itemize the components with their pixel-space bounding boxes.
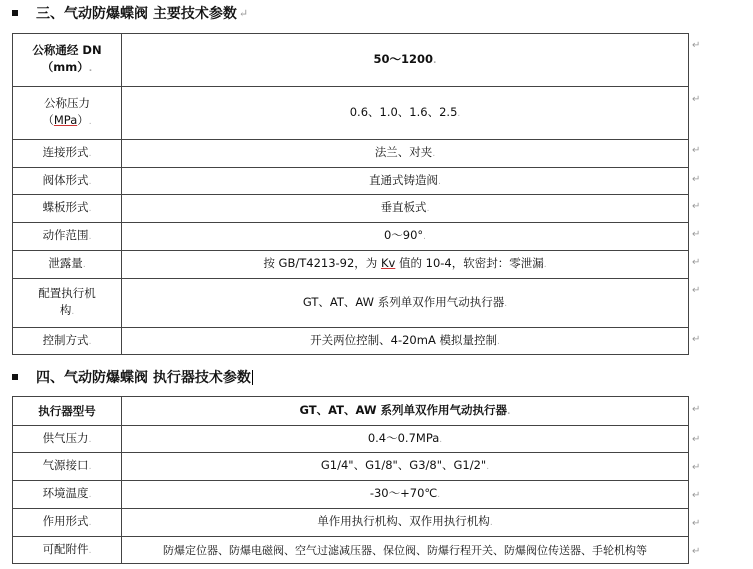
key-text: 配置执行机 — [38, 286, 96, 300]
key-text: 作用形式 — [42, 514, 89, 528]
main-params-table — [12, 33, 689, 355]
value-text: 垂直板式 — [380, 200, 427, 214]
table-cell-key[interactable]: 可配附件. — [13, 537, 122, 564]
table-row — [13, 34, 689, 87]
table-cell-key[interactable]: 公称通经 DN （mm）. — [13, 34, 122, 87]
row-end-mark-icon: ↵ — [692, 334, 701, 345]
value-text: 0.4～0.7MPa — [367, 430, 440, 445]
table-cell-value[interactable]: 直通式铸造阀. — [122, 168, 689, 195]
table-cell-key[interactable]: 环境温度. — [13, 481, 122, 509]
row-end-mark-icon: ↵ — [692, 490, 701, 501]
value-text: 0.6、1.0、1.6、2.5 — [349, 104, 458, 119]
table-cell-value[interactable]: 垂直板式. — [122, 195, 689, 223]
table-row — [13, 87, 689, 140]
table-row — [13, 328, 689, 355]
row-end-mark-icon: ↵ — [692, 145, 701, 156]
table-cell-key[interactable]: 气源接口. — [13, 453, 122, 481]
table-cell-key[interactable]: 控制方式. — [13, 328, 122, 355]
row-end-mark-icon: ↵ — [692, 201, 701, 212]
row-end-mark-icon: ↵ — [692, 434, 701, 445]
key-text: 可配附件 — [42, 541, 89, 556]
table-row — [13, 251, 689, 279]
key-text: 构 — [59, 303, 72, 317]
key-text: 阀体形式 — [42, 172, 89, 187]
text-cursor — [252, 370, 253, 385]
table-row — [13, 223, 689, 251]
bullet-icon — [12, 374, 18, 380]
value-text: 按 GB/T4213-92，为 — [263, 256, 381, 270]
actuator-params-table — [12, 396, 689, 564]
key-text: MPa — [53, 113, 78, 127]
table-cell-value[interactable]: 0～90°. — [122, 223, 689, 251]
value-text: 法兰、对夹 — [374, 145, 433, 159]
row-end-mark-icon: ↵ — [692, 94, 701, 105]
bullet-icon — [12, 10, 18, 16]
key-text: 蝶板形式 — [42, 200, 89, 214]
row-end-mark-icon: ↵ — [692, 462, 701, 473]
key-text: 控制方式 — [42, 332, 89, 347]
value-text: 值的 10-4，软密封：零泄漏 — [395, 256, 544, 270]
key-text: （ — [42, 113, 54, 127]
value-text: 开关两位控制、4-20mA 模拟量控制 — [310, 332, 497, 347]
table-cell-value[interactable]: 0.4～0.7MPa. — [122, 426, 689, 453]
table-row — [13, 537, 689, 564]
table-cell-value[interactable]: 50～1200. — [122, 34, 689, 87]
row-end-mark-icon: ↵ — [692, 40, 701, 51]
table-cell-value[interactable]: 按 GB/T4213-92，为 Kv 值的 10-4，软密封：零泄漏. — [122, 251, 689, 279]
table-cell-key[interactable]: 阀体形式. — [13, 168, 122, 195]
row-end-mark-icon: ↵ — [692, 174, 701, 185]
key-text: ） — [77, 113, 89, 127]
value-text: 0～90° — [383, 228, 424, 242]
section-4-heading — [12, 366, 253, 388]
section-3-title: 三、气动防爆蝶阀 主要技术参数 — [36, 6, 237, 22]
key-text: （mm） — [41, 60, 89, 74]
table-cell-key[interactable]: 供气压力. — [13, 426, 122, 453]
table-row — [13, 140, 689, 168]
table-cell-key[interactable]: 连接形式. — [13, 140, 122, 168]
row-end-mark-icon: ↵ — [692, 546, 701, 557]
table-cell-value[interactable] — [122, 537, 689, 564]
table-row — [13, 279, 689, 328]
row-end-mark-icon: ↵ — [692, 285, 701, 296]
key-text: 泄露量 — [48, 256, 83, 270]
table-row — [13, 481, 689, 509]
table-header-row — [13, 397, 689, 426]
table-cell-value[interactable]: GT、AT、AW 系列单双作用气动执行器. — [122, 397, 689, 426]
value-text: GT、AT、AW 系列单双作用气动执行器 — [302, 294, 505, 309]
row-end-mark-icon: ↵ — [692, 404, 701, 415]
key-text: 动作范围 — [42, 228, 89, 242]
table-cell-value[interactable]: 法兰、对夹. — [122, 140, 689, 168]
table-cell-key[interactable]: 蝶板形式. — [13, 195, 122, 223]
section-4-title: 四、气动防爆蝶阀 执行器技术参数 — [36, 370, 251, 386]
table-row — [13, 509, 689, 537]
key-text: 气源接口 — [42, 458, 89, 472]
table-cell-key[interactable] — [13, 397, 122, 426]
row-end-mark-icon: ↵ — [692, 518, 701, 529]
table-cell-key[interactable]: 配置执行机 构. — [13, 279, 122, 328]
table-cell-key[interactable]: 动作范围. — [13, 223, 122, 251]
value-text: 防爆定位器、防爆电磁阀、空气过滤减压器、保位阀、防爆行程开关、防爆阀位传送器、手轮机构等 — [163, 543, 647, 557]
table-row — [13, 195, 689, 223]
table-row — [13, 168, 689, 195]
table-cell-value[interactable]: 0.6、1.0、1.6、2.5. — [122, 87, 689, 140]
paragraph-mark-icon: ↵ — [238, 6, 249, 20]
key-text: 公称压力 — [44, 96, 90, 110]
value-text: 50～1200 — [373, 51, 434, 66]
value-text: 直通式铸造阀 — [369, 172, 439, 187]
key-text: 连接形式 — [42, 145, 89, 159]
section-3-heading — [12, 2, 248, 24]
table-cell-value[interactable]: 开关两位控制、4-20mA 模拟量控制. — [122, 328, 689, 355]
table-cell-key[interactable]: 泄露量. — [13, 251, 122, 279]
value-text: 单作用执行机构、双作用执行机构 — [317, 514, 490, 528]
value-text: G1/4"、G1/8"、G3/8"、G1/2" — [320, 458, 487, 472]
key-text: 环境温度 — [42, 486, 89, 500]
value-text: -30～+70℃ — [369, 486, 438, 500]
row-end-mark-icon: ↵ — [692, 229, 701, 240]
table-row — [13, 453, 689, 481]
table-cell-key[interactable]: 作用形式. — [13, 509, 122, 537]
key-text: 供气压力 — [42, 430, 89, 445]
table-row — [13, 426, 689, 453]
value-text: Kv — [380, 256, 396, 270]
table-cell-key[interactable]: 公称压力 （MPa）. — [13, 87, 122, 140]
table-cell-value[interactable]: GT、AT、AW 系列单双作用气动执行器. — [122, 279, 689, 328]
key-text: 执行器型号 — [38, 403, 96, 418]
key-text: 公称通经 DN — [32, 43, 102, 57]
table-cell-value[interactable]: 单作用执行机构、双作用执行机构. — [122, 509, 689, 537]
row-end-mark-icon: ↵ — [692, 257, 701, 268]
table-cell-value[interactable]: G1/4"、G1/8"、G3/8"、G1/2". — [122, 453, 689, 481]
value-text: GT、AT、AW 系列单双作用气动执行器 — [299, 402, 508, 417]
table-cell-value[interactable]: -30～+70℃. — [122, 481, 689, 509]
